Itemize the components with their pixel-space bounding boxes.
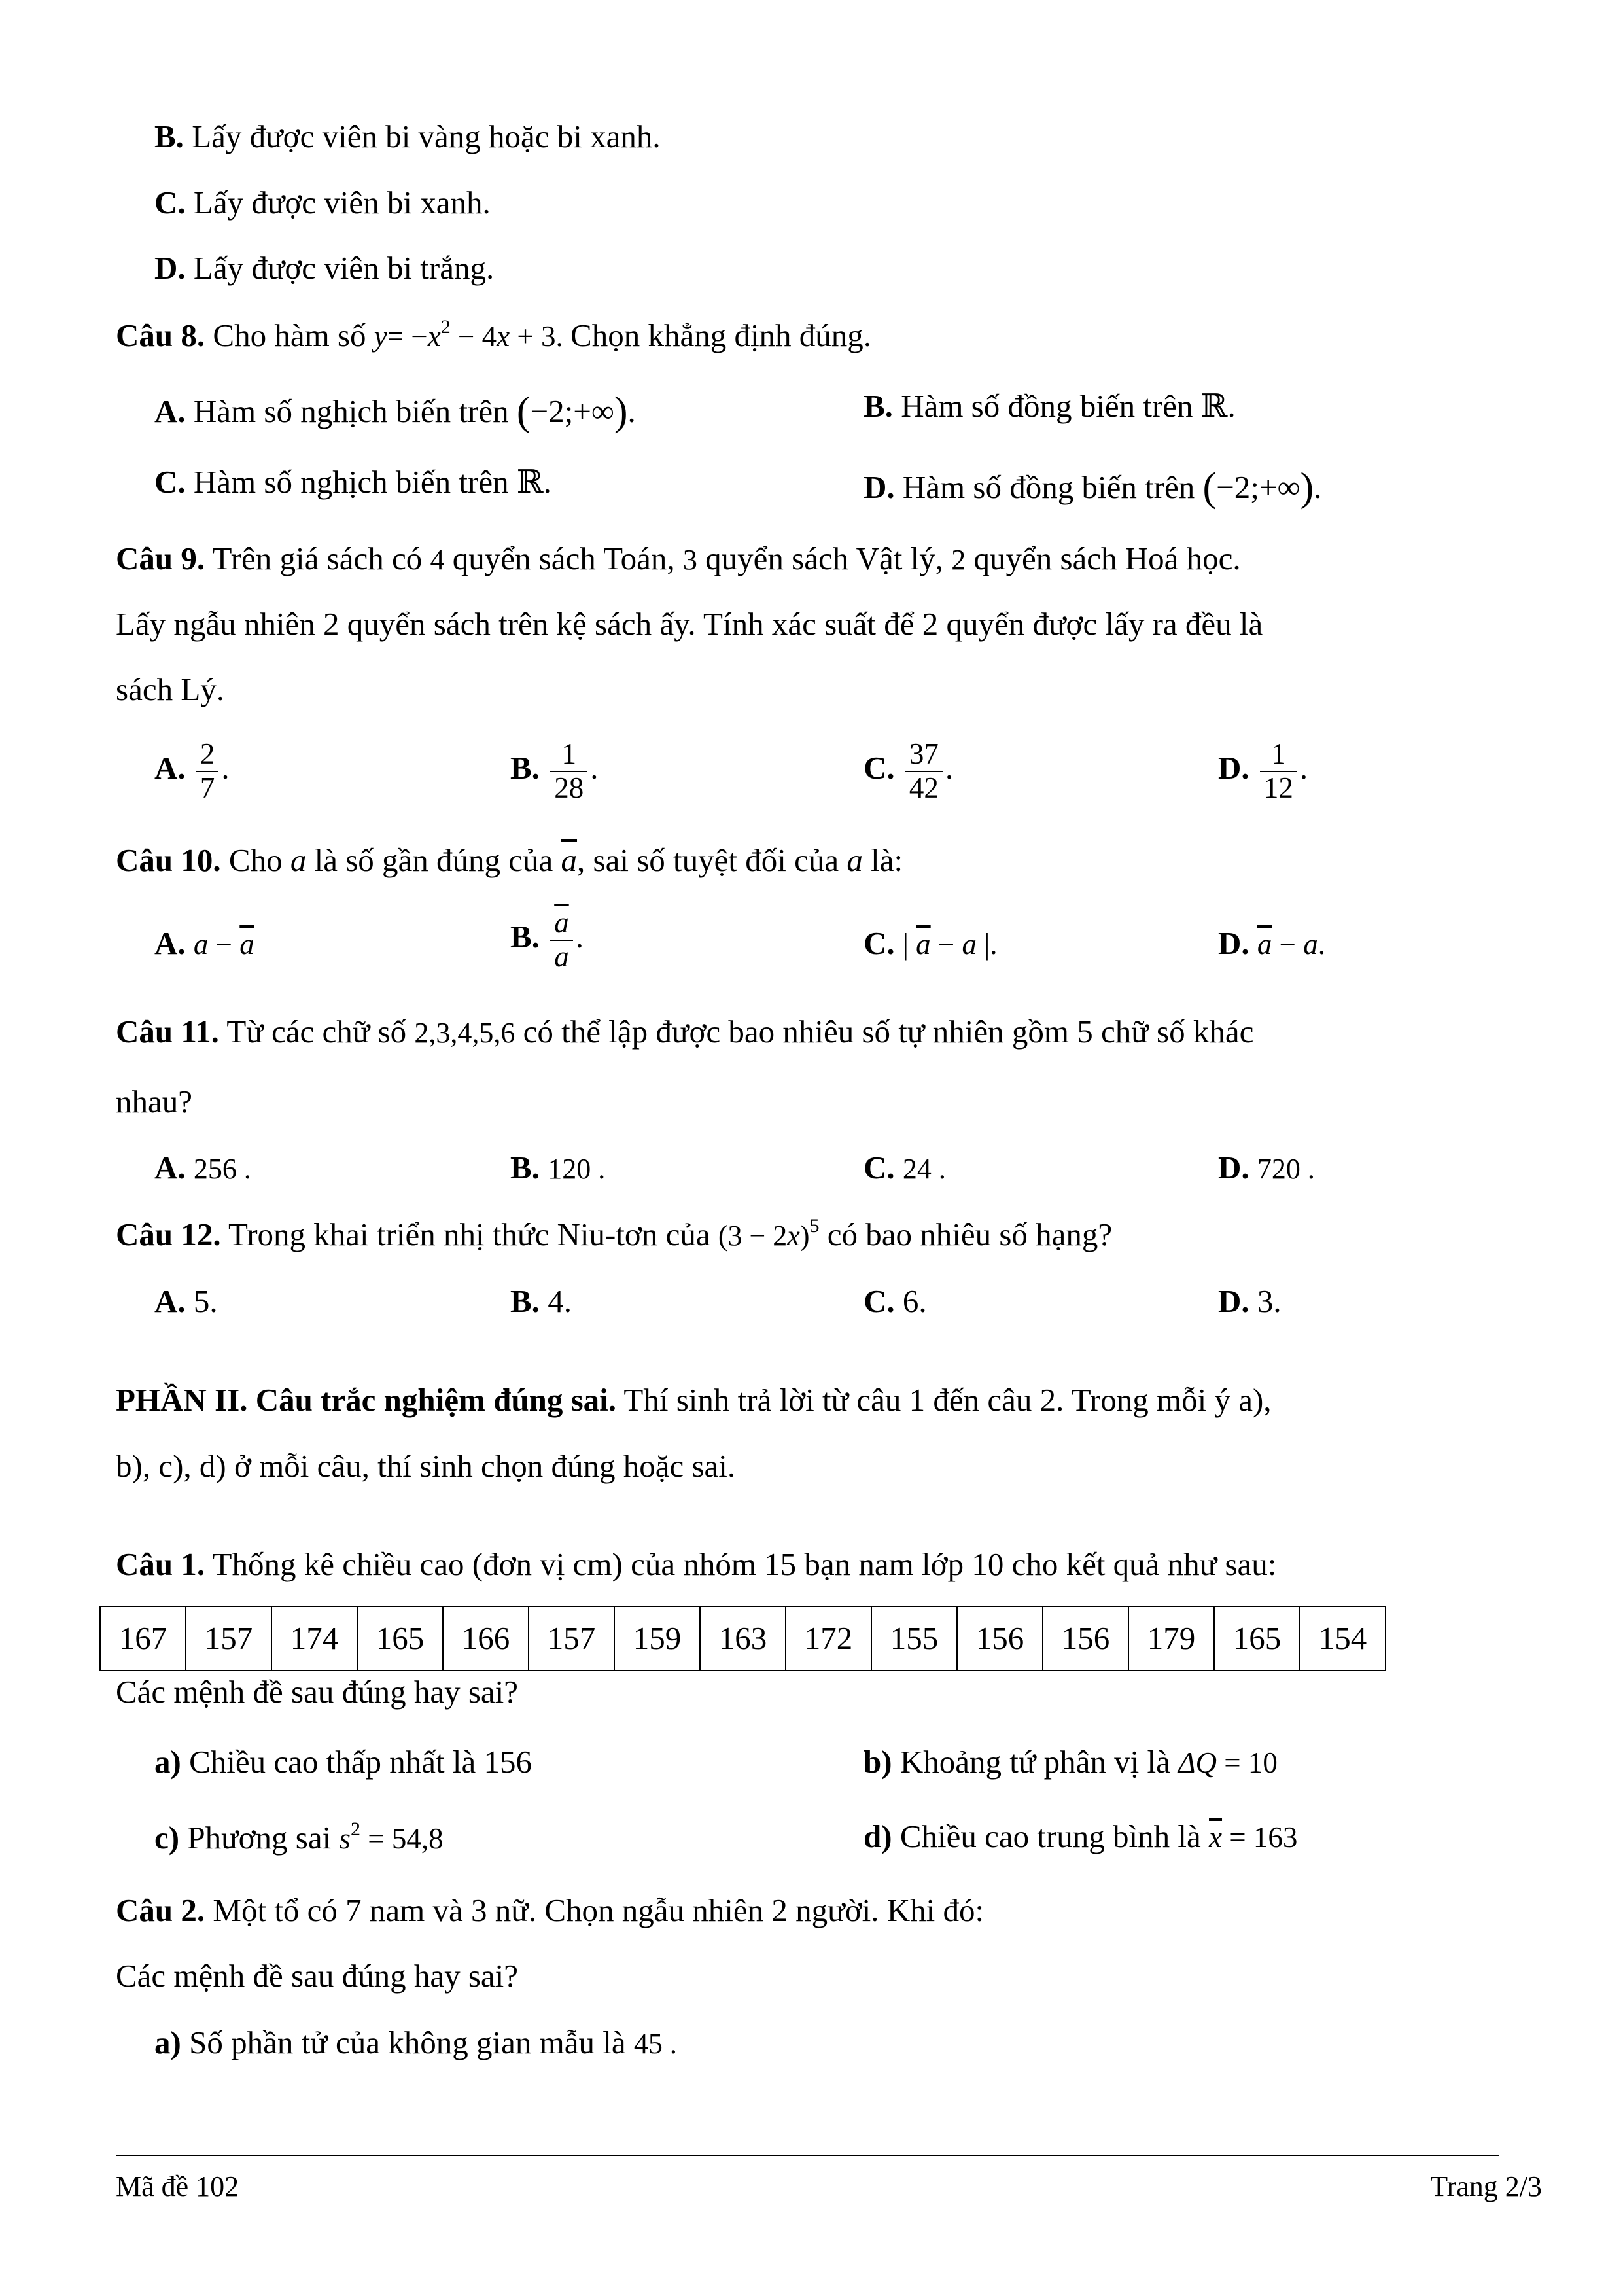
height-cell: 165 bbox=[1214, 1606, 1300, 1670]
height-cell: 167 bbox=[100, 1606, 186, 1670]
p2q1-statement-d: d) Chiều cao trung bình là $\overline{x} = 163$ bbox=[864, 1818, 1298, 1854]
q10-option-d: D. $\overline{a} - a$. bbox=[1218, 925, 1326, 961]
height-cell: 155 bbox=[871, 1606, 957, 1670]
q12-option-b: B. 4. bbox=[510, 1283, 572, 1319]
q9-stem-line2: Lấy ngẫu nhiên 2 quyển sách trên kệ sách ấy. Tính xác suất để 2 quyển được lấy ra đều là bbox=[116, 606, 1263, 642]
p2q2-stem: Câu 2. Một tổ có 7 nam và 3 nữ. Chọn ngẫu nhiên 2 người. Khi đó: bbox=[116, 1892, 985, 1928]
height-cell: 163 bbox=[700, 1606, 786, 1670]
p2q1-statement-b: b) Khoảng tứ phân vị là ΔQ = 10 bbox=[864, 1744, 1278, 1780]
height-cell: 157 bbox=[529, 1606, 614, 1670]
q9-stem-line1: Câu 9. Trên giá sách có 4 quyển sách Toán, 3 quyển sách Vật lý, 2 quyển sách Hoá học. bbox=[116, 540, 1241, 576]
p2q1-prompt: Các mệnh đề sau đúng hay sai? bbox=[116, 1674, 519, 1710]
height-cell: 172 bbox=[786, 1606, 871, 1670]
height-cell: 156 bbox=[957, 1606, 1043, 1670]
q12-option-d: D. 3. bbox=[1218, 1283, 1282, 1319]
p2q1-statement-c: c) Phương sai $s^2 = 54,8$ bbox=[154, 1818, 444, 1856]
q11-stem-line2: nhau? bbox=[116, 1084, 192, 1120]
exam-code: Mã đề 102 bbox=[116, 2170, 239, 2202]
q9-stem-line3: sách Lý. bbox=[116, 671, 224, 707]
q12-stem: Câu 12. Trong khai triển nhị thức Niu-tơn của $(3 - 2x)^5$ có bao nhiêu số hạng? bbox=[116, 1215, 1113, 1252]
q9-option-a: A. $\frac{2}{7}$ . bbox=[154, 737, 230, 804]
q10-option-b: B. $\frac{\overline{a}}{a}$ . bbox=[510, 906, 584, 973]
height-cell: 159 bbox=[614, 1606, 700, 1670]
fraction: $\frac{\overline{a}}{a}$ bbox=[550, 907, 573, 973]
q9-option-b: B. $\frac{1}{28}$ . bbox=[510, 737, 599, 804]
q12-option-c: C. 6. bbox=[864, 1283, 927, 1319]
q9-option-d: D. $\frac{1}{12}$ . bbox=[1218, 737, 1308, 804]
part2-heading: PHẦN II. Câu trắc nghiệm đúng sai. Thí sinh trả lời từ câu 1 đến câu 2. Trong mỗi ý a), bbox=[116, 1382, 1272, 1418]
height-cell: 165 bbox=[357, 1606, 443, 1670]
p2q1-stem: Câu 1. Thống kê chiều cao (đơn vị cm) của nhóm 15 bạn nam lớp 10 cho kết quả như sau: bbox=[116, 1546, 1277, 1582]
p2q1-statement-a: a) Chiều cao thấp nhất là 156 bbox=[154, 1744, 532, 1780]
q8-option-b: B. Hàm số đồng biến trên ℝ. bbox=[864, 388, 1236, 424]
q10-stem: Câu 10. Cho a là số gần đúng của $\overline{a}$, sai số tuyệt đối của a là: bbox=[116, 842, 903, 878]
q11-stem-line1: Câu 11. Từ các chữ số 2,3,4,5,6 có thể lập được bao nhiêu số tự nhiên gồm 5 chữ số khác bbox=[116, 1014, 1254, 1050]
part2-instructions: b), c), d) ở mỗi câu, thí sinh chọn đúng hoặc sai. bbox=[116, 1448, 736, 1484]
fraction: $\frac{37}{42}$ bbox=[905, 738, 943, 804]
p2q2-statement-a: a) Số phần tử của không gian mẫu là 45 . bbox=[154, 2024, 677, 2060]
page-number: Trang 2/3 bbox=[1430, 2170, 1542, 2202]
q8-option-c: C. Hàm số nghịch biến trên ℝ. bbox=[154, 464, 551, 500]
height-cell: 174 bbox=[271, 1606, 357, 1670]
table-row bbox=[100, 1606, 1386, 1670]
q7-option-c: C. Lấy được viên bi xanh. bbox=[154, 185, 491, 221]
fraction: $\frac{1}{12}$ bbox=[1260, 738, 1297, 804]
q10-option-a: A. $a - \overline{a}$ bbox=[154, 925, 254, 961]
fraction: $\frac{2}{7}$ bbox=[196, 738, 219, 804]
q8-option-d: D. Hàm số đồng biến trên (−2;+∞). bbox=[864, 465, 1322, 510]
p2q2-prompt: Các mệnh đề sau đúng hay sai? bbox=[116, 1958, 519, 1994]
q8-function: $y= -x^2 - 4x + 3$. bbox=[374, 316, 563, 353]
q11-option-d: D. 720 . bbox=[1218, 1150, 1315, 1186]
height-cell: 157 bbox=[186, 1606, 271, 1670]
footer-divider bbox=[116, 2155, 1499, 2156]
q7-option-d: D. Lấy được viên bi trắng. bbox=[154, 250, 495, 286]
height-cell: 179 bbox=[1128, 1606, 1214, 1670]
heights-table bbox=[99, 1606, 1386, 1671]
q10-option-c: C. | $\overline{a} - a$ |. bbox=[864, 925, 998, 961]
q12-option-a: A. 5. bbox=[154, 1283, 218, 1319]
q11-option-a: A. 256 . bbox=[154, 1150, 251, 1186]
q9-option-c: C. $\frac{37}{42}$ . bbox=[864, 737, 954, 804]
q11-option-b: B. 120 . bbox=[510, 1150, 606, 1186]
q8-stem: Câu 8. Cho hàm số $y= -x^2 - 4x + 3$. Chọn khẳng định đúng. bbox=[116, 316, 872, 353]
height-cell: 154 bbox=[1300, 1606, 1386, 1670]
q8-option-a: A. Hàm số nghịch biến trên (−2;+∞). bbox=[154, 389, 636, 434]
q7-option-b: B. Lấy được viên bi vàng hoặc bi xanh. bbox=[154, 118, 661, 154]
height-cell: 166 bbox=[443, 1606, 529, 1670]
height-cell: 156 bbox=[1043, 1606, 1128, 1670]
fraction: $\frac{1}{28}$ bbox=[550, 738, 587, 804]
q11-option-c: C. 24 . bbox=[864, 1150, 946, 1186]
